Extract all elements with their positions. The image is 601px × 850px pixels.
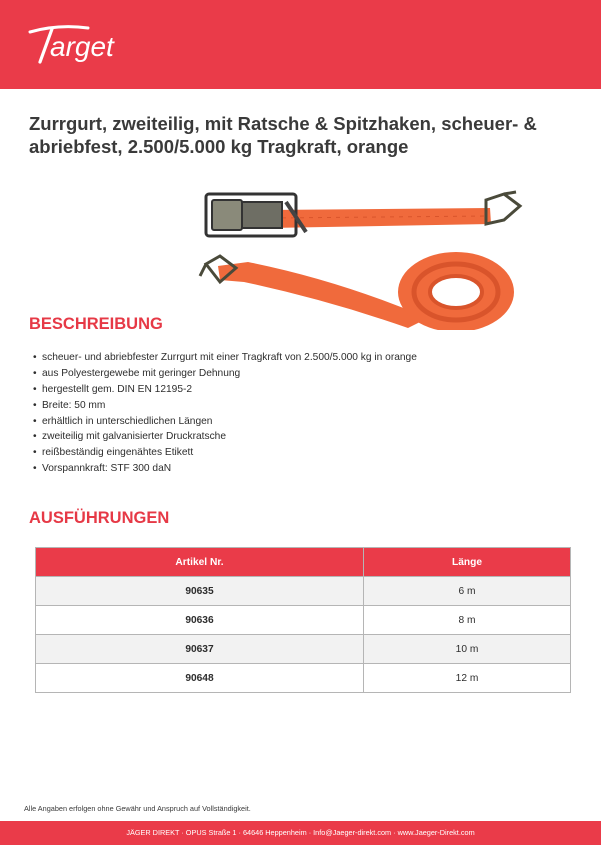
article-number: 90637 <box>36 635 364 664</box>
article-number: 90636 <box>36 606 364 635</box>
variants-heading: AUSFÜHRUNGEN <box>29 509 170 527</box>
variants-table <box>35 547 571 693</box>
length-value: 6 m <box>363 577 570 606</box>
length-value: 10 m <box>363 635 570 664</box>
ratchet-strap-image <box>198 190 528 330</box>
description-list <box>33 350 417 477</box>
company-contact-line: JÄGER DIREKT · OPUS Straße 1 · 64646 Heppenheim · Info@Jaeger-direkt.com · www.Jaeger-Direkt.com <box>126 828 475 837</box>
list-item: • reißbeständig eingenähtes Etikett <box>33 447 194 459</box>
list-item: • erhältlich in unterschiedlichen Längen <box>33 415 213 427</box>
list-item: • Breite: 50 mm <box>33 399 106 411</box>
table-header-row <box>36 548 571 577</box>
product-title: Zurrgurt, zweiteilig, mit Ratsche & Spitzhaken, scheuer- & abriebfest, 2.500/5.000 kg Tragkraft, orange <box>29 113 537 157</box>
header-bar <box>0 0 601 89</box>
target-logo <box>28 22 138 66</box>
article-number: 90648 <box>36 664 364 693</box>
table-row <box>36 635 571 664</box>
list-item: • scheuer- und abriebfester Zurrgurt mit einer Tragkraft von 2.500/5.000 kg in orange <box>33 352 417 363</box>
list-item: • hergestellt gem. DIN EN 12195-2 <box>33 383 193 395</box>
length-value: 12 m <box>363 664 570 693</box>
article-number: 90635 <box>36 577 364 606</box>
list-item: • zweiteilig mit galvanisierter Druckratsche <box>33 431 227 443</box>
footer-bar <box>0 821 601 845</box>
svg-text:arget: arget <box>50 31 114 62</box>
table-row <box>36 577 571 606</box>
table-row <box>36 664 571 693</box>
length-value: 8 m <box>363 606 570 635</box>
disclaimer-text: Alle Angaben erfolgen ohne Gewähr und Anspruch auf Vollständigkeit. <box>24 804 251 813</box>
column-header-length: Länge <box>363 548 570 577</box>
column-header-article: Artikel Nr. <box>36 548 364 577</box>
list-item: • Vorspannkraft: STF 300 daN <box>33 463 172 475</box>
list-item: • aus Polyestergewebe mit geringer Dehnung <box>33 367 241 379</box>
description-heading: BESCHREIBUNG <box>29 315 163 333</box>
table-row <box>36 606 571 635</box>
